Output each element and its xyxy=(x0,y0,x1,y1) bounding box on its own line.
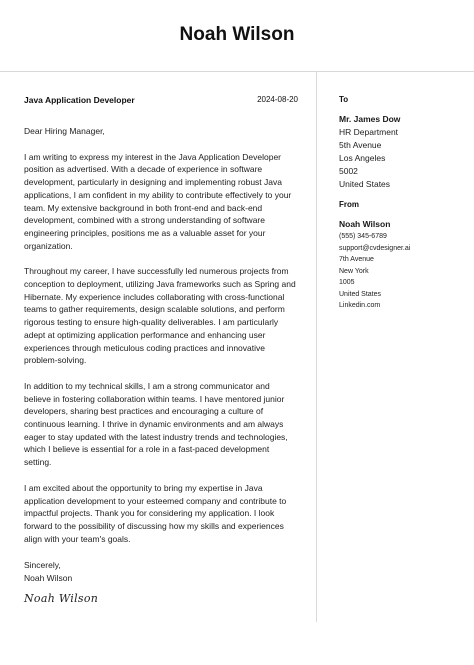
paragraph-3: In addition to my technical skills, I am a strong communicator and believe in fostering collaboration within teams. I have mentored junior developers, sharing best practices and encouraging a culture of continuous learning. I thrive in dynamic environments and am always eager to stay updated with the latest industry trends and technologies, which I believe is essential for a role in a fast-paced development setting. xyxy=(24,380,288,468)
recipient-country: United States xyxy=(339,179,391,189)
letter-body xyxy=(24,95,298,605)
to-heading: To xyxy=(339,95,349,104)
from-heading: From xyxy=(339,200,359,209)
salutation: Dear Hiring Manager, xyxy=(24,126,105,136)
sender-city: New York xyxy=(339,267,369,275)
contact-sidebar xyxy=(339,95,464,312)
job-title: Java Application Developer xyxy=(24,95,135,105)
recipient-city: Los Angeles xyxy=(339,153,386,163)
sender-street: 7th Avenue xyxy=(339,256,374,263)
handwritten-signature: Noah Wilson xyxy=(24,591,99,605)
recipient-block xyxy=(339,113,464,191)
column-divider xyxy=(316,71,317,622)
paragraph-4: I am excited about the opportunity to bring my expertise in Java application development to your esteemed company and contribute to impactful projects. Thank you for considering my application. I look forward to the possibility of discussing how my skills and experiences align with your team's goals. xyxy=(24,482,287,544)
closing-name: Noah Wilson xyxy=(24,573,73,584)
sender-phone: (555) 345-6789 xyxy=(339,233,387,240)
letter-meta xyxy=(24,95,298,113)
letter-date: 2024-08-20 xyxy=(257,95,298,104)
sender-country: United States xyxy=(339,290,382,298)
recipient-street: 5th Avenue xyxy=(339,140,382,150)
sender-email: support@cvdesigner.ai xyxy=(339,244,411,252)
sender-zip: 1005 xyxy=(339,279,355,286)
closing: Sincerely, xyxy=(24,560,61,571)
sender-linkedin: Linkedin.com xyxy=(339,302,381,309)
recipient-department: HR Department xyxy=(339,127,399,137)
sender-name: Noah Wilson xyxy=(339,219,391,229)
recipient-zip: 5002 xyxy=(339,166,358,176)
paragraph-2: Throughout my career, I have successfully led numerous projects from conception to deployment, utilizing Java frameworks such as Spring and Hibernate. My experience includes collaborating with cross-functional teams to gather requirements, design scalable solutions, and perform rigorous testing to ensure high-quality deliverables. I am particularly adept at optimizing application performance and enhancing user experiences through meticulous coding practices and innovative problem-solving. xyxy=(24,266,296,366)
header xyxy=(0,0,474,72)
applicant-name: Noah Wilson xyxy=(179,24,295,45)
recipient-name: Mr. James Dow xyxy=(339,114,401,124)
paragraph-1: I am writing to express my interest in the Java Application Developer position as advertised. With a decade of experience in software development, particularly in designing and implementing robust Java applications, I am confident in my ability to contribute effectively to your team. My extensive background in both front-end and back-end development, combined with a strong understanding of software engineering principles, positions me as a valuable asset for your organization. xyxy=(24,151,292,251)
